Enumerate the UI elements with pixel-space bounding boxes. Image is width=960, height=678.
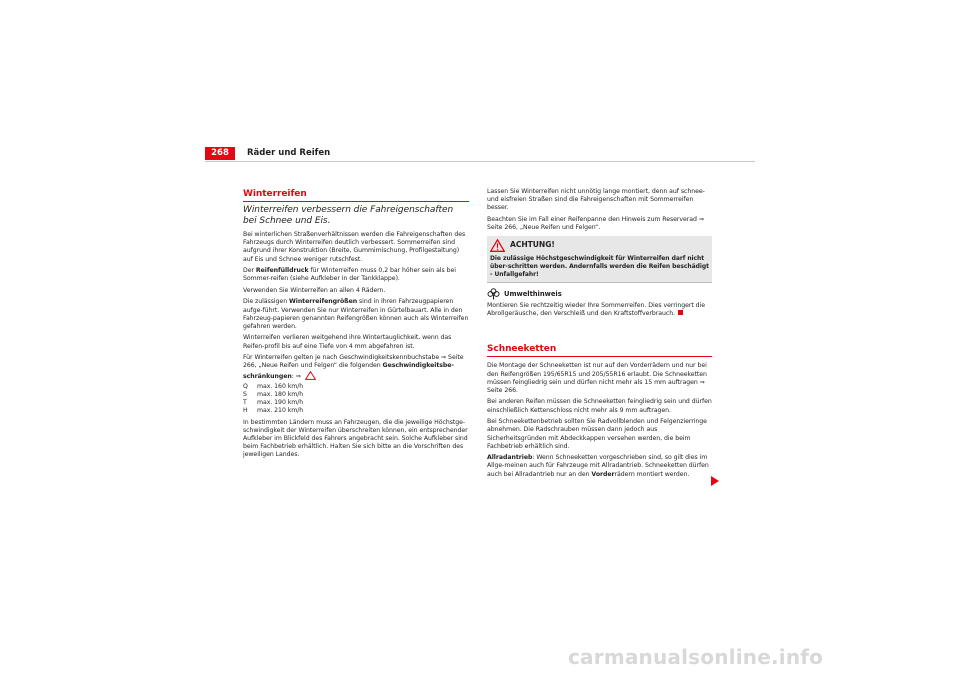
paragraph: Der Reifenfülldruck für Winterreifen muss 0,2 bar höher sein als bei Sommer-reifen (siehe Aufkleber in der Tankklappe). [243, 267, 456, 283]
list-item: S max. 180 km/h [243, 390, 304, 398]
right-column [487, 188, 712, 482]
speed-list [243, 383, 469, 416]
paragraph: Beachten Sie im Fall einer Reifenpanne den Hinweis zum Reserverad ⇒ Seite 266, „Neue Reifen und Felgen“. [487, 215, 704, 232]
environment-heading: Umwelthinweis [487, 288, 712, 300]
warning-triangle-icon [490, 239, 505, 252]
environment-flower-icon [487, 288, 500, 300]
paragraph: Die zulässigen Winterreifengrößen sind in Ihren Fahrzeugpapieren aufge-führt. Verwenden Sie nur Winterreifen in Gürtelbauart. Alle in den Fahrzeug-papieren genannten Reifengrößen können auch als Winterreifen gefahren werden. [243, 298, 469, 330]
warning-text: Die zulässige Höchstgeschwindigkeit für Winterreifen darf nicht über-schritten werden. Andernfalls werden die Reifen beschädigt - Unfallgefahr! [490, 254, 709, 278]
paragraph: Bei winterlichen Straßenverhältnissen werden die Fahreigenschaften des Fahrzeugs durch Winterreifen deutlich verbessert. Sommerreifen sind aufgrund ihrer Konstruktion (Breite, Gummimischung, Profilgestaltung) auf Eis und Schnee weniger rutschfest. [243, 231, 466, 263]
paragraph: Bei anderen Reifen müssen die Schneeketten feingliedrig sein und dürfen einschließlich Kettenschloss nicht mehr als 9 mm auftragen. [487, 398, 712, 414]
section-rule [243, 201, 469, 202]
warning-title: ACHTUNG! [490, 239, 710, 252]
paragraph: Für Winterreifen gelten je nach Geschwindigkeitskennbuchstabe ⇒ Seite 266, „Neue Reifen und Felgen“ die folgenden Geschwindigkeitsbe-schränkungen: ⇒ [243, 354, 464, 380]
list-item: H max. 210 km/h [243, 407, 304, 415]
warning-triangle-icon[interactable] [305, 371, 316, 380]
section-heading-winterreifen: Winterreifen [243, 189, 307, 199]
chapter-title: Räder und Reifen [247, 148, 331, 158]
paragraph: Montieren Sie rechtzeitig wieder Ihre Sommerreifen. Dies verringert die Abrollgeräusche, den Verschleiß und den Kraftstoffverbrauch. [487, 301, 705, 317]
paragraph: Die Montage der Schneeketten ist nur auf den Vorderrädern und nur bei den Reifengrößen 195/65R15 und 205/55R16 erlaubt. Die Schneeketten müssen feingliedrig sein und dürfen nicht mehr als 15 mm auftragen ⇒ Seite 266. [487, 362, 707, 394]
page-number: 268 [205, 147, 235, 160]
list-item: T max. 190 km/h [243, 399, 304, 407]
watermark-logo: carmanualsonline.info [568, 645, 824, 669]
list-item: Q max. 160 km/h [243, 382, 304, 390]
left-column [243, 188, 469, 463]
warning-box [487, 236, 712, 283]
paragraph: Winterreifen verlieren weitgehend ihre Wintertauglichkeit, wenn das Reifen-profil bis auf eine Tiefe von 4 mm abgefahren ist. [243, 334, 452, 350]
page-header [205, 147, 755, 160]
paragraph: Lassen Sie Winterreifen nicht unnötig lange montiert, denn auf schnee- und eisfreien Straßen sind die Fahreigenschaften mit Sommerreifen besser. [487, 188, 705, 212]
paragraph: Allradantrieb: Wenn Schneeketten vorgeschrieben sind, so gilt dies im Allge-meinen auch für Fahrzeuge mit Allradantrieb. Schneeketten dürfen auch bei Allradantrieb nur an den Vorderrädern montiert werden. [487, 454, 709, 478]
end-marker [678, 310, 683, 315]
section-subtitle: Winterreifen verbessern die Fahreigenschaften bei Schnee und Eis. [243, 205, 454, 226]
next-page-arrow-icon[interactable] [711, 476, 719, 486]
section-heading-schneeketten: Schneeketten [487, 344, 557, 355]
section-rule [487, 356, 712, 357]
paragraph: Verwenden Sie Winterreifen an allen 4 Rädern. [243, 286, 386, 294]
paragraph: In bestimmten Ländern muss an Fahrzeugen, die die jeweilige Höchstge-schwindigkeit der Winterreifen überschreiten können, ein entsprechender Aufkleber im Blickfeld des Fahrers angebracht sein. Solche Aufkleber sind beim Fachbetrieb erhältlich. Halten Sie sich bitte an die Vorschriften des jeweiligen Landes. [243, 418, 468, 459]
paragraph: Bei Schneekettenbetrieb sollten Sie Radvollblenden und Felgenzierringe abnehmen. Die Radschrauben müssen dann jedoch aus Sicherheitsgründen mit Abdeckkappen versehen werden, die beim Fachbetrieb erhältlich sind. [487, 418, 707, 450]
header-divider [205, 161, 755, 162]
